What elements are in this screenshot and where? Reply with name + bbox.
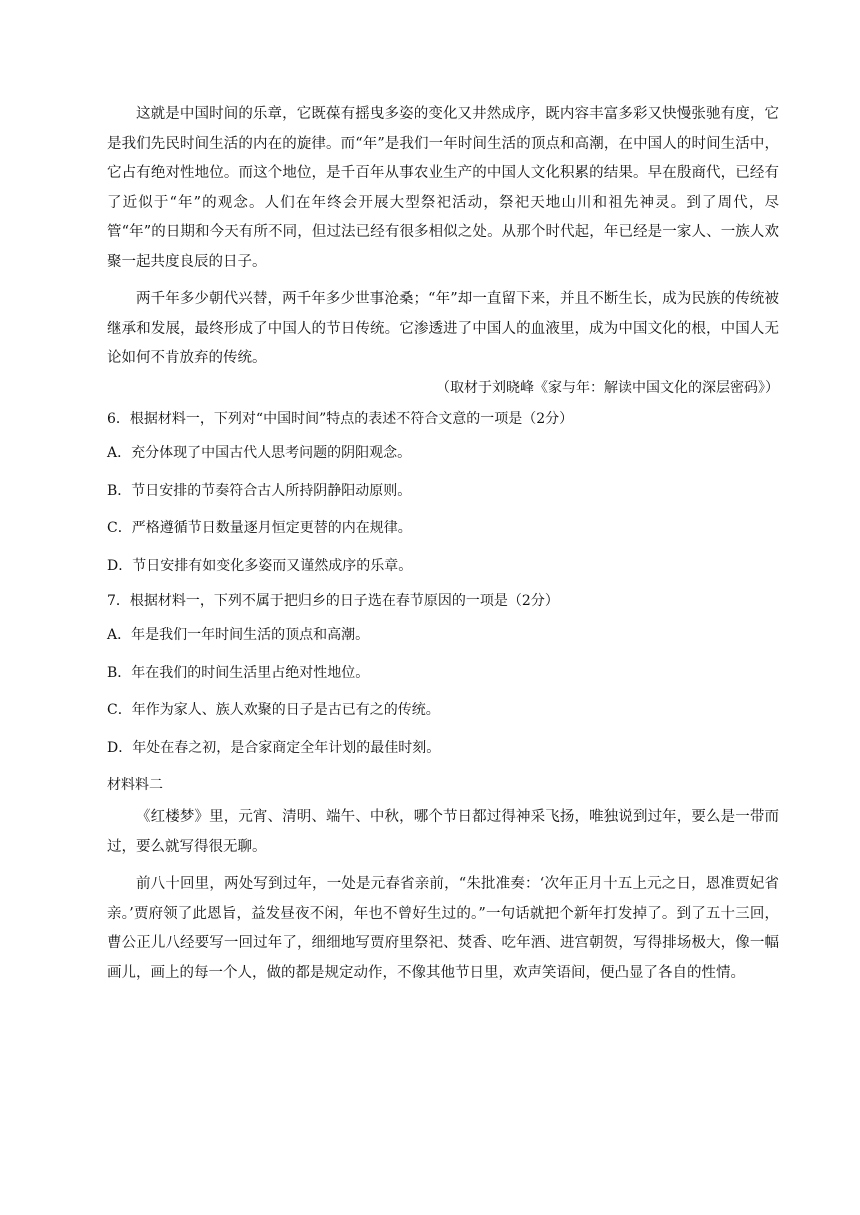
question-7 (107, 585, 779, 767)
material2-paragraph-2: 前八十回里，两处写到过年，一处是元春省亲前，“朱批准奏：‘次年正月十五上元之日，恩准贾妃省亲。’贾府领了此恩旨，益发昼夜不闲，年也不曾好生过的。”一句话就把个新年打发掉了。到了五十三回，曹公正儿八经要写一回过年了，细细地写贾府里祭祀、焚香、吃年酒、进宫朝贺，写得排场极大，像一幅画儿，画上的每一个人，做的都是规定动作，不像其他节日里，欢声笑语间，便凸显了各自的性情。 (107, 876, 779, 981)
material2-label: 材料料二 (107, 777, 163, 793)
material1-paragraph-2: 两千年多少朝代兴替，两千年多少世事沧桑；“年”却一直留下来，并且不断生长，成为民族的传统被继承和发展，最终形成了中国人的节日传统。它渗透进了中国人的血液里，成为中国文化的根，中国人无论如何不肯放弃的传统。 (107, 291, 779, 366)
question-7-option-a: A．年是我们一年时间生活的顶点和高潮。 (107, 627, 370, 643)
question-6-option-a: A．充分体现了中国古代人思考问题的阴阳观念。 (107, 445, 412, 461)
question-6-stem: 6．根据材料一，下列对“中国时间”特点的表述不符合文意的一项是（2分） (107, 411, 574, 427)
material1-source-citation: （取材于刘晓峰《家与年：解读中国文化的深层密码》） (436, 379, 779, 396)
question-6 (107, 403, 779, 585)
material1-paragraph-1: 这就是中国时间的乐章，它既葆有摇曳多姿的变化又井然成序，既内容丰富多彩又快慢张驰有度，它是我们先民时间生活的内在的旋律。而“年”是我们一年时间生活的顶点和高潮，在中国人的时间生活中，它占有绝对性地位。而这个地位，是千百年从事农业生产的中国人文化积累的结果。早在殷商代，已经有了近似于“年”的观念。人们在年终会开展大型祭祀活动，祭祀天地山川和祖先神灵。到了周代，尽管“年”的日期和今天有所不同，但过法已经有很多相似之处。从那个时代起，年已经是一家人、一族人欢聚一起共度良辰的日子。 (107, 106, 779, 270)
question-7-option-b: B．年在我们的时间生活里占绝对性地位。 (107, 664, 370, 681)
question-7-option-d: D．年处在春之初，是合家商定全年计划的最佳时刻。 (107, 739, 441, 756)
document-body (107, 100, 779, 988)
question-6-option-b: B．节日安排的节奏符合古人所持阴静阳动原则。 (107, 482, 412, 499)
question-7-stem: 7．根据材料一，下列不属于把归乡的日子选在春节原因的一项是（2分） (107, 593, 559, 609)
question-6-option-d: D．节日安排有如变化多姿而又谨然成序的乐章。 (107, 557, 413, 574)
material2-paragraph-1: 《红楼梦》里，元宵、清明、端午、中秋，哪个节日都过得神采飞扬，唯独说到过年，要么是一带而过，要么就写得很无聊。 (107, 809, 779, 855)
question-6-option-c: C．严格遵循节日数量逐月恒定更替的内在规律。 (107, 520, 412, 536)
question-7-option-c: C．年作为家人、族人欢聚的日子是古已有之的传统。 (107, 702, 440, 718)
